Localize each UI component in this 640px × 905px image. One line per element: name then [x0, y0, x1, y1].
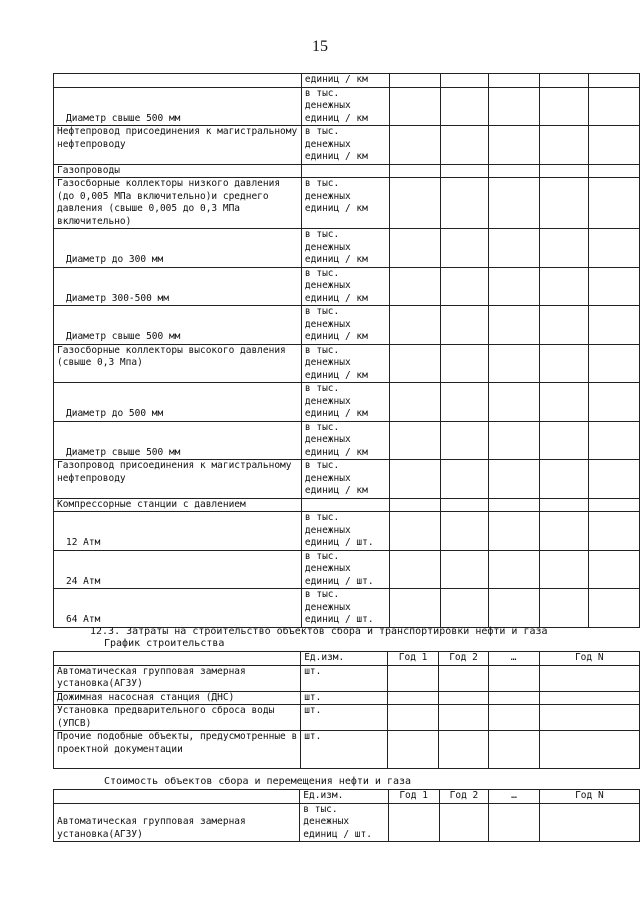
value-cell	[390, 512, 441, 551]
table-row	[54, 705, 640, 731]
value-cell	[539, 705, 640, 731]
value-cell	[440, 498, 489, 512]
value-cell	[588, 421, 640, 460]
value-cell	[390, 344, 441, 383]
cost-title: Стоимость объектов сбора и перемещения нефти и газа	[104, 776, 412, 787]
value-cell	[539, 87, 588, 126]
value-cell	[489, 178, 540, 229]
value-cell	[390, 460, 441, 499]
value-cell	[539, 74, 588, 88]
value-cell	[539, 267, 588, 306]
value-cell	[440, 306, 489, 345]
value-cell	[588, 229, 640, 268]
table-row	[54, 87, 640, 126]
column-header: Год 1	[387, 652, 438, 666]
unit-cell: шт.	[301, 665, 388, 691]
column-header: Ед.изм.	[300, 790, 388, 804]
value-cell	[489, 87, 540, 126]
value-cell	[489, 460, 540, 499]
value-cell	[387, 731, 438, 769]
table-row	[54, 550, 640, 589]
value-cell	[588, 126, 640, 165]
row-label: Газосборные коллекторы высокого давления (свыше 0,3 Мпа)	[54, 344, 302, 383]
value-cell	[588, 344, 640, 383]
construction-schedule-table	[53, 651, 640, 769]
unit-cell: в тыс. денежных единиц / шт.	[301, 550, 389, 589]
value-cell	[440, 126, 489, 165]
value-cell	[440, 164, 489, 178]
value-cell	[390, 421, 441, 460]
row-label: 12 Атм	[54, 512, 302, 551]
table-row	[54, 164, 640, 178]
table-row	[54, 589, 640, 628]
value-cell	[390, 267, 441, 306]
value-cell	[539, 589, 588, 628]
unit-cell: в тыс. денежных единиц / км	[301, 87, 389, 126]
unit-cell: в тыс. денежных единиц / км	[301, 267, 389, 306]
value-cell	[388, 803, 439, 842]
value-cell	[539, 164, 588, 178]
value-cell	[440, 421, 489, 460]
table-row	[54, 74, 640, 88]
row-label	[54, 74, 302, 88]
row-label: Диаметр 300-500 мм	[54, 267, 302, 306]
table-row	[54, 421, 640, 460]
value-cell	[539, 512, 588, 551]
row-label: Диаметр до 500 мм	[54, 383, 302, 422]
unit-cell: в тыс. денежных единиц / км	[301, 306, 389, 345]
row-label: Диаметр до 300 мм	[54, 229, 302, 268]
row-label: Автоматическая групповая замерная установка(АГЗУ)	[54, 665, 301, 691]
value-cell	[489, 383, 540, 422]
value-cell	[489, 803, 540, 842]
row-label: Прочие подобные объекты, предусмотренные в проектной документации	[54, 731, 301, 769]
row-label: Автоматическая групповая замерная установка(АГЗУ)	[54, 803, 300, 842]
value-cell	[390, 498, 441, 512]
value-cell	[539, 421, 588, 460]
value-cell	[489, 589, 540, 628]
unit-cell: в тыс. денежных единиц / шт.	[301, 512, 389, 551]
value-cell	[440, 589, 489, 628]
table-row	[54, 691, 640, 705]
row-label: Диаметр свыше 500 мм	[54, 421, 302, 460]
value-cell	[488, 665, 539, 691]
unit-cell: шт.	[301, 691, 388, 705]
value-cell	[539, 306, 588, 345]
table-row	[54, 665, 640, 691]
value-cell	[539, 731, 640, 769]
value-cell	[390, 126, 441, 165]
table-row	[54, 498, 640, 512]
value-cell	[588, 267, 640, 306]
unit-cell: в тыс. денежных единиц / км	[301, 344, 389, 383]
unit-cell: в тыс. денежных единиц / км	[301, 383, 389, 422]
unit-cell: в тыс. денежных единиц / км	[301, 178, 389, 229]
column-header: Год 2	[439, 790, 488, 804]
unit-cell: в тыс. денежных единиц / км	[301, 126, 389, 165]
value-cell	[440, 512, 489, 551]
value-cell	[387, 705, 438, 731]
value-cell	[588, 460, 640, 499]
section-title: 12.3. Затраты на строительство объектов сбора и транспортировки нефти и газа	[90, 626, 548, 637]
value-cell	[489, 344, 540, 383]
unit-cell: в тыс. денежных единиц / шт.	[301, 589, 389, 628]
unit-cell: единиц / км	[301, 74, 389, 88]
row-label: Компрессорные станции с давлением	[54, 498, 302, 512]
facility-cost-table	[53, 789, 640, 842]
value-cell	[439, 731, 489, 769]
row-label: Установка предварительного сброса воды (УПСВ)	[54, 705, 301, 731]
unit-cell: шт.	[301, 731, 388, 769]
value-cell	[588, 512, 640, 551]
value-cell	[440, 87, 489, 126]
column-header: …	[488, 652, 539, 666]
value-cell	[390, 164, 441, 178]
row-label: Газопровод присоединения к магистральному нефтепроводу	[54, 460, 302, 499]
row-label: Диаметр свыше 500 мм	[54, 306, 302, 345]
value-cell	[489, 126, 540, 165]
row-label: Дожимная насосная станция (ДНС)	[54, 691, 301, 705]
value-cell	[390, 229, 441, 268]
row-label: 24 Атм	[54, 550, 302, 589]
value-cell	[488, 691, 539, 705]
value-cell	[489, 421, 540, 460]
value-cell	[489, 267, 540, 306]
value-cell	[588, 306, 640, 345]
value-cell	[390, 550, 441, 589]
value-cell	[387, 665, 438, 691]
value-cell	[489, 306, 540, 345]
unit-cell: в тыс. денежных единиц / км	[301, 421, 389, 460]
row-label: Газосборные коллекторы низкого давления (до 0,005 МПа включительно)и среднего давления (свыше 0,005 до 0,3 МПа включительно)	[54, 178, 302, 229]
value-cell	[588, 589, 640, 628]
row-label: Диаметр свыше 500 мм	[54, 87, 302, 126]
column-header: Год N	[539, 652, 640, 666]
row-label: Нефтепровод присоединения к магистральному нефтепроводу	[54, 126, 302, 165]
table-row	[54, 803, 640, 842]
value-cell	[387, 691, 438, 705]
table-row	[54, 229, 640, 268]
row-label: Газопроводы	[54, 164, 302, 178]
table-row	[54, 178, 640, 229]
column-header: Год 2	[439, 652, 489, 666]
value-cell	[588, 498, 640, 512]
row-label: 64 Атм	[54, 589, 302, 628]
unit-cell: в тыс. денежных единиц / км	[301, 460, 389, 499]
value-cell	[390, 74, 441, 88]
value-cell	[489, 229, 540, 268]
value-cell	[439, 705, 489, 731]
pipeline-cost-table	[53, 73, 640, 628]
table-row	[54, 731, 640, 769]
unit-cell	[301, 164, 389, 178]
value-cell	[440, 344, 489, 383]
value-cell	[489, 498, 540, 512]
schedule-title: График строительства	[104, 638, 225, 649]
value-cell	[390, 383, 441, 422]
page-number: 15	[312, 38, 328, 55]
unit-cell: в тыс. денежных единиц / км	[301, 229, 389, 268]
table-row	[54, 383, 640, 422]
table-row	[54, 344, 640, 383]
value-cell	[539, 126, 588, 165]
column-header	[54, 652, 301, 666]
value-cell	[588, 164, 640, 178]
value-cell	[440, 267, 489, 306]
value-cell	[390, 306, 441, 345]
value-cell	[390, 87, 441, 126]
value-cell	[539, 229, 588, 268]
value-cell	[440, 178, 489, 229]
value-cell	[439, 665, 489, 691]
value-cell	[390, 178, 441, 229]
value-cell	[539, 665, 640, 691]
value-cell	[539, 344, 588, 383]
column-header: Год N	[539, 790, 639, 804]
column-header: Год 1	[388, 790, 439, 804]
value-cell	[539, 383, 588, 422]
column-header: …	[489, 790, 540, 804]
value-cell	[588, 550, 640, 589]
table-row	[54, 512, 640, 551]
value-cell	[539, 691, 640, 705]
value-cell	[489, 164, 540, 178]
value-cell	[440, 550, 489, 589]
value-cell	[390, 589, 441, 628]
table-row	[54, 460, 640, 499]
value-cell	[539, 803, 639, 842]
value-cell	[489, 74, 540, 88]
table-row	[54, 306, 640, 345]
value-cell	[489, 550, 540, 589]
table-row	[54, 126, 640, 165]
value-cell	[439, 691, 489, 705]
value-cell	[488, 705, 539, 731]
column-header	[54, 790, 300, 804]
value-cell	[440, 383, 489, 422]
value-cell	[588, 74, 640, 88]
value-cell	[588, 383, 640, 422]
value-cell	[588, 178, 640, 229]
unit-cell: шт.	[301, 705, 388, 731]
value-cell	[588, 87, 640, 126]
value-cell	[488, 731, 539, 769]
value-cell	[440, 460, 489, 499]
column-header: Ед.изм.	[301, 652, 388, 666]
value-cell	[440, 229, 489, 268]
value-cell	[489, 512, 540, 551]
value-cell	[440, 74, 489, 88]
header-row	[54, 652, 640, 666]
value-cell	[539, 178, 588, 229]
value-cell	[539, 460, 588, 499]
value-cell	[439, 803, 488, 842]
table-row	[54, 267, 640, 306]
header-row	[54, 790, 640, 804]
unit-cell	[301, 498, 389, 512]
unit-cell: в тыс. денежных единиц / шт.	[300, 803, 388, 842]
value-cell	[539, 550, 588, 589]
value-cell	[539, 498, 588, 512]
